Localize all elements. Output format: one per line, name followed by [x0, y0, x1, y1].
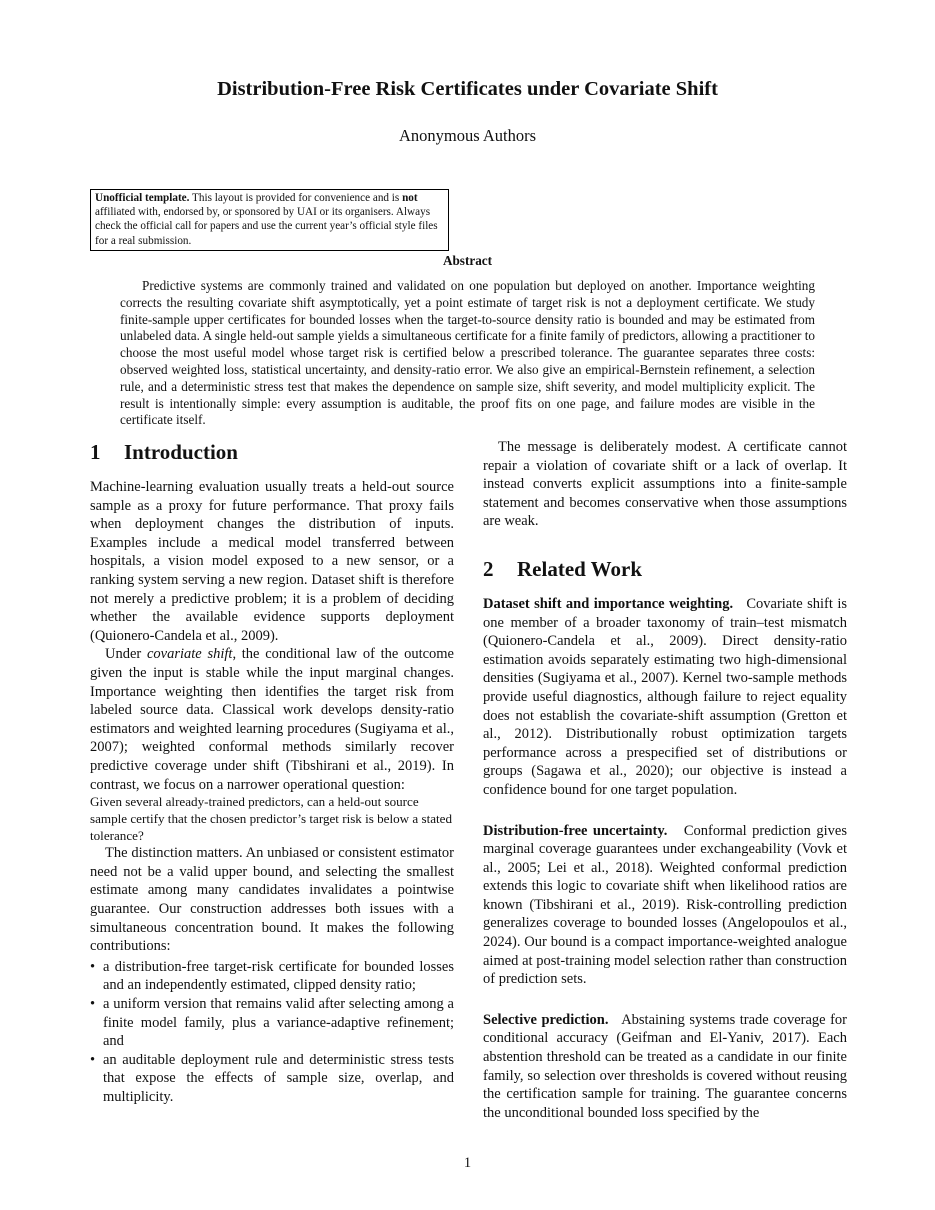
- abstract-text: Predictive systems are commonly trained and validated on one population but deployed on another. Importance weighting corrects the resulting covariate shift asymptotically, yet a point estimate of target risk is not a deployment certificate. We study finite-sample upper certificates for bounded losses when the target-to-source density ratio is bounded and may be estimated from unlabeled data. A single held-out sample yields a simultaneous certificate for a finite family of predictors, allowing a practitioner to choose the most useful model whose target risk is certified below a prescribed tolerance. The guarantee separates three costs: observed weighted loss, statistical uncertainty, and density-ratio error. We also give an empirical-Bernstein refinement, a selection rule, and a deterministic stress test that makes the dependence on sample size, shift severity, and model multiplicity explicit. The result is intentionally simple: every assumption is auditable, the proof fits on one page, and failure modes are visible in the certificate itself.: [120, 278, 815, 428]
- intro-paragraph-3: The distinction matters. An unbiased or consistent estimator need not be a valid upper bound, and selecting the smallest estimate among many candidates invalidates a pointwise guarantee. Our construction addresses both issues with a simultaneous concentration bound. It makes the following contributions:: [90, 845, 454, 955]
- research-question-quote: Given several already-trained predictors, can a held-out source sample certify that the chosen predictor’s target risk is below a stated tolerance?: [90, 794, 453, 843]
- contribution-text: a distribution-free target-risk certificate for bounded losses and an independently estimated, clipped density ratio;: [103, 958, 454, 994]
- section-heading-introduction: [90, 438, 454, 466]
- intro-paragraph-2: [90, 645, 454, 794]
- abstract-heading: Abstract: [442, 253, 493, 268]
- paragraph-heading: Dataset shift and importance weighting.: [483, 595, 734, 612]
- bullet-marker: •: [90, 958, 96, 975]
- contributions-list: [90, 958, 454, 1107]
- paragraph-spacer: [483, 800, 847, 822]
- notice-emphasis: not: [402, 192, 418, 204]
- notice-lead: Unofficial template.: [95, 192, 190, 204]
- left-column: [90, 438, 454, 1107]
- paper-title: Distribution-Free Risk Certificates under Covariate Shift: [217, 78, 718, 100]
- intro-p2-start: Under: [105, 646, 147, 663]
- right-column: [483, 438, 847, 1122]
- page-number: 1: [463, 1155, 472, 1171]
- paragraph-text: Conformal prediction gives marginal coverage guarantees under exchangeability (Vovk et al., 2005; Lei et al., 2018). Weighted conformal prediction extends this logic to covariate shift when likelihood ratios are known (Tibshirani et al., 2019). Risk-controlling prediction generalizes coverage to bounded losses (Angelopoulos et al., 2024). Our bound is a compact importance-weighted analogue aimed at post-training model selection rather than construction of prediction sets.: [483, 822, 848, 988]
- related-paragraph-selective-prediction: [483, 1011, 847, 1123]
- paragraph-spacer: [483, 989, 847, 1011]
- section-spacer: [483, 531, 847, 555]
- bullet-marker: •: [90, 995, 96, 1012]
- section-title: Related Work: [517, 556, 643, 581]
- notice-text-b: affiliated with, endorsed by, or sponsored by UAI or its organisers. Always check the official call for papers and use the current year’s official style files for a real submission.: [95, 206, 438, 247]
- contribution-item: [90, 1051, 454, 1107]
- intro-paragraph-4: The message is deliberately modest. A certificate cannot repair a violation of covariate shift or a lack of overlap. It instead converts explicit assumptions into a finite-sample statement and becomes conservative when those assumptions are weak.: [483, 439, 847, 530]
- contribution-item: [90, 958, 454, 995]
- paragraph-text: Abstaining systems trade coverage for conditional accuracy (Geifman and El-Yaniv, 2017). Each abstention threshold can be treated as a candidate in our finite family, so selection over thresholds is covered without reusing the certification sample for training. The guarantee concerns the unconditional bounded loss specified by the: [483, 1011, 847, 1121]
- contribution-text: a uniform version that remains valid after selecting among a finite model family, plus a variance-adaptive refinement; and: [103, 995, 454, 1050]
- related-paragraph-distribution-free: [483, 822, 847, 989]
- template-notice-box: [90, 189, 449, 251]
- notice-text-a: This layout is provided for convenience and is: [189, 192, 403, 204]
- section-heading-related-work: [483, 555, 847, 583]
- section-number: 2: [483, 556, 494, 581]
- section-title: Introduction: [124, 440, 238, 464]
- contribution-item: [90, 995, 454, 1051]
- paragraph-heading: Distribution-free uncertainty.: [483, 822, 668, 839]
- paragraph-text: Covariate shift is one member of a broader taxonomy of train–test mismatch (Quionero-Candela et al., 2009). Direct density-ratio estimation avoids separately estimating two high-dimensional densities (Sugiyama et al., 2007). Kernel two-sample methods provide useful diagnostics, although failure to reject equality does not establish the covariate-shift assumption (Gretton et al., 2012). Distributionally robust optimization targets performance across a prespecified set of distributions or groups (Sagawa et al., 2020); our objective is instead a confidence bound for one target population.: [483, 595, 847, 798]
- intro-p2-rest: , the conditional law of the outcome given the input is stable while the input marginal changes. Importance weighting then identifies the target risk from labeled source data. Classical work develops density-ratio estimators and weighted learning procedures (Sugiyama et al., 2007); weighted conformal methods similarly recover predictive coverage under shift (Tibshirani et al., 2019). In contrast, we focus on a narrower operational question:: [90, 646, 454, 793]
- paragraph-heading: Selective prediction.: [483, 1011, 609, 1028]
- author-line: Anonymous Authors: [398, 126, 537, 145]
- intro-paragraph-1: Machine-learning evaluation usually treats a held-out source sample as a proxy for future performance. That proxy fails when deployment changes the distribution of inputs. Examples include a medical model transferred between hospitals, a vision model exposed to a new sensor, or a ranking system serving a new region. Dataset shift is therefore not merely a predictive problem; it is a problem of deciding whether the available evidence supports deployment (Quionero-Candela et al., 2009).: [90, 479, 454, 644]
- section-number: 1: [90, 440, 101, 464]
- contribution-text: an auditable deployment rule and deterministic stress tests that expose the effects of sample size, overlap, and multiplicity.: [103, 1051, 454, 1105]
- intro-p2-emphasis: covariate shift: [146, 646, 233, 663]
- bullet-marker: •: [90, 1051, 96, 1068]
- related-paragraph-dataset-shift: [483, 595, 847, 800]
